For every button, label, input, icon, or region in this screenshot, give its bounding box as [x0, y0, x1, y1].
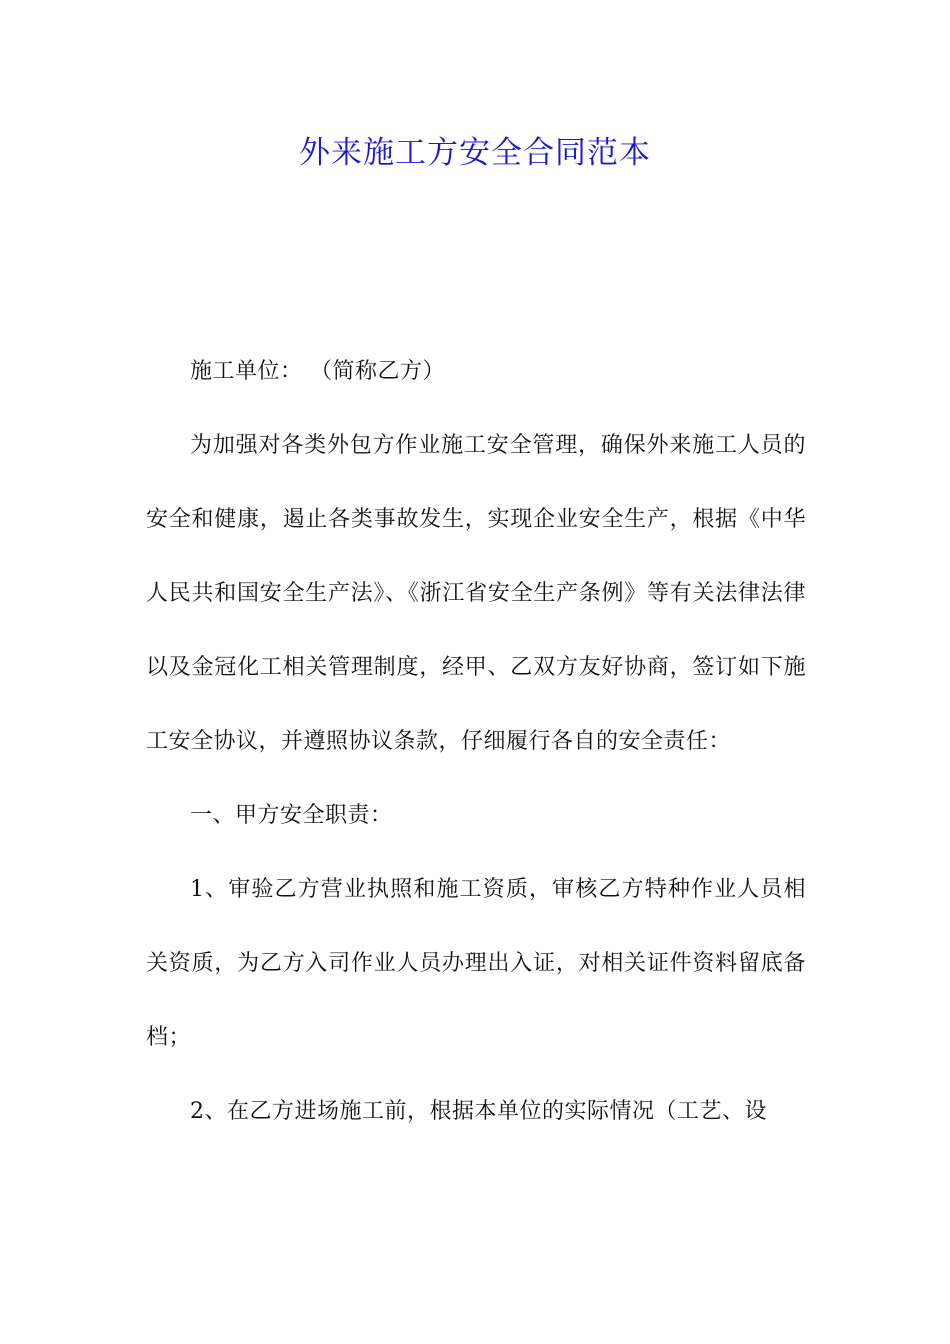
section-heading-party-a-duties: 一、甲方安全职责：	[190, 803, 393, 828]
preamble-paragraph: 为加强对各类外包方作业施工安全管理，确保外来施工人员的安全和健康，遏止各类事故发生，实现企业安全生产，根据《中华人民共和国安全生产法》、《浙江省安全生产条例》等有关法律法律以及金冠化工相关管理制度，经甲、乙双方友好协商，签订如下施工安全协议，并遵照协议条款，仔细履行各自的安全责任：	[146, 433, 806, 754]
document-body	[146, 335, 806, 1149]
clause-2: 2、在乙方进场施工前，根据本单位的实际情况（工艺、设	[190, 1099, 767, 1124]
document-title: 外来施工方安全合同范本	[299, 135, 651, 171]
contractor-unit-line: 施工单位： （简称乙方）	[190, 359, 445, 384]
clause-1: 1、审验乙方营业执照和施工资质，审核乙方特种作业人员相关资质，为乙方入司作业人员办理出入证，对相关证件资料留底备档；	[146, 877, 806, 1050]
